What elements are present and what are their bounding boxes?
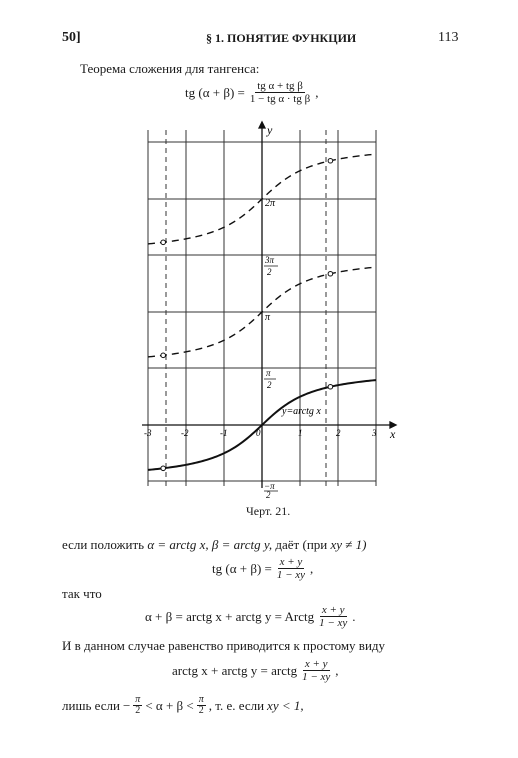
curve-point-marker [161,466,166,471]
formula-numerator: tg α + tg β [257,80,303,92]
formula-lhs: tg (α + β) = [185,84,245,100]
formula-fraction [248,80,312,105]
f4-tail: , [335,662,339,678]
f4-lhs: arctg x + arctg y = arctg [172,662,298,678]
curve-point-marker [328,384,333,389]
curve-point-marker [161,240,166,245]
label-three-pi-half-den: 2 [267,267,272,277]
tick-label: 0 [256,428,261,438]
f2-denominator: 1 − xy [276,569,306,581]
arctg-chart [140,122,396,494]
f2-numerator: x + y [279,556,303,568]
label-pi: π [265,312,271,323]
y-axis-arrow [259,122,265,128]
figure-caption: Черт. 21. [246,504,291,518]
last-a: лишь если [62,697,120,713]
tick-label: 2 [336,428,341,438]
formula-4 [172,658,339,683]
f2-tail: , [310,560,314,576]
formula-3 [145,604,356,629]
formula-tail: , [315,84,319,100]
line1-c: даёт (при [275,537,328,552]
neg-pi-half-den: 2 [266,490,271,500]
f3-fraction [317,604,349,629]
f3-tail: . [352,608,356,624]
curve-markers [161,158,333,470]
body-line-1 [62,537,367,553]
curve-label: y=arctg x [282,406,321,417]
f4-fraction [300,658,332,683]
last-e: xy < 1, [267,697,304,713]
last-pi-num-2: π [198,694,204,705]
f2-lhs: tg (α + β) = [212,560,272,576]
tangent-addition-formula [185,80,318,105]
f3-lhs: α + β = arctg x + arctg y = Arctg [145,608,315,624]
f4-numerator: x + y [304,658,328,670]
curve-point-marker [161,353,166,358]
section-title: § 1. ПОНЯТИЕ ФУНКЦИИ [206,31,357,45]
last-c: < α + β < [145,697,194,713]
curve-point-marker [328,158,333,163]
tick-label: 1 [298,428,303,438]
tick-label: -3 [144,428,152,438]
last-pi-den-2: 2 [198,705,204,716]
f3-denominator: 1 − xy [319,617,348,629]
label-neg-pi-half-num: −π [264,481,275,491]
last-pi-den: 2 [135,705,141,716]
y-axis-label: y [267,123,273,137]
line1-a: если положить [62,537,145,552]
label-pi-half-num: π [266,368,271,378]
last-pi-num: π [135,694,141,705]
last-pi-half-right [197,695,206,716]
f3-numerator: x + y [321,604,345,616]
curve-point-marker [328,271,333,276]
page-left-marker: 50] [62,30,81,45]
line1-d: xy ≠ 1) [330,537,367,552]
page-number: 113 [438,30,459,45]
x-axis-label: x [390,427,396,441]
last-minus: − [122,697,131,713]
tick-label: -2 [181,428,189,438]
f2-fraction [275,556,307,581]
label-pi-half-den: 2 [267,380,272,390]
tak-chto: так что [62,586,102,601]
last-line [62,695,304,716]
label-two-pi: 2π [265,198,276,209]
line1-b: α = arctg x, β = arctg y, [147,537,273,552]
label-three-pi-half-num: 3π [265,255,275,265]
tick-label: -1 [220,428,228,438]
theorem-intro: Теорема сложения для тангенса: [80,61,260,76]
last-pi-half-left [133,695,142,716]
f4-denominator: 1 − xy [302,671,331,683]
last-d: , т. е. если [208,697,265,713]
formula-denominator: 1 − tg α · tg β [249,93,311,105]
body-line-i: И в данном случае равенство приводится к простому виду [62,638,386,653]
tick-label: 3 [372,428,377,438]
formula-2 [212,556,313,581]
